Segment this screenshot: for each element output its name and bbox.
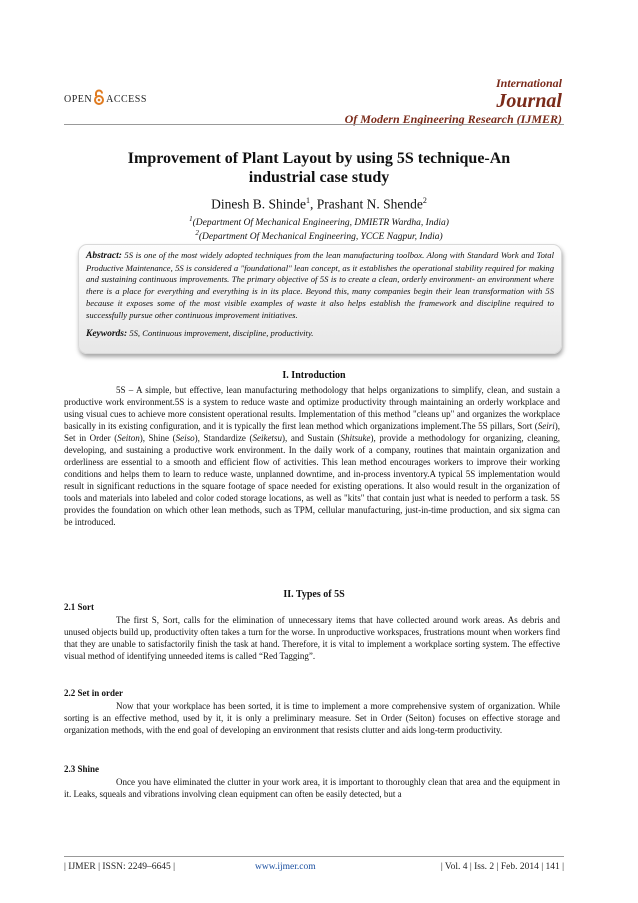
footer-website-link[interactable]: www.ijmer.com	[255, 862, 316, 872]
abstract-box	[78, 244, 562, 354]
journal-line-2: Journal	[496, 90, 562, 112]
paper-title: Improvement of Plant Layout by using 5S technique-An industrial case study	[127, 150, 511, 186]
author-name: Dinesh B. Shinde	[211, 196, 307, 212]
subsection-heading-sort: 2.1 Sort	[64, 602, 94, 612]
journal-name	[345, 76, 562, 126]
section-heading-introduction: I. Introduction	[282, 370, 346, 381]
keywords: Keywords: 5S, Continuous improvement, discipline, productivity.	[86, 328, 314, 340]
section-heading-types: II. Types of 5S	[283, 589, 345, 600]
footer-volume-page: | Vol. 4 | Iss. 2 | Feb. 2014 | 141 |	[440, 862, 564, 872]
subsection-heading-set-in-order: 2.2 Set in order	[64, 688, 123, 698]
shine-paragraph: Once you have eliminated the clutter in your work area, it is important to thoroughly clean that area and the equipment in it. Leaks, squeals and vibrations involving clean equipment can often be easily detected, but a	[64, 777, 560, 799]
page-header	[0, 0, 638, 130]
sort-paragraph: The first S, Sort, calls for the elimination of unnecessary items that have collected around work areas. As debris and unused objects build up, productivity often takes a turn for the worse. In unproductive workspaces, frustrations mount when workers find that they are unable to satisfactorily finish the task at hand. Therefore, it is vital to implement a workplace sorting system. The effective visual method of identifying unneeded items is called “Red Tagging”.	[64, 615, 560, 661]
set-in-order-paragraph: Now that your workplace has been sorted, it is time to implement a more comprehensive system of organization. While sorting is an effective method, used by it, it is only a preliminary measure. Set in Order (Seiton) focuses on effective storage and organization methods, with the end goal of developing an environment that resists clutter and aids long-term productivity.	[64, 701, 560, 735]
author-list: Dinesh B. Shinde$^1$, Prashant N. Shende$^2$	[211, 196, 427, 212]
open-access-lock-icon	[93, 89, 105, 105]
header-rule	[64, 124, 564, 125]
abstract-text: Abstract: 5S is one of the most widely adopted techniques from the lean manufacturing toolbox. Along with Standard Work and Total Productive Maintenance, 5S is considered a "foundational" lean concept, as it establishes the operational stability required for making and sustaining continuous improvements. The primary objective of 5S is to create a clean, orderly environment- an environment where there is a place for everything and everything is in its place. Beyond this, many companies begin their lean transformation with 5S because it exposes some of the most visible examples of waste it also helps establish the framework and discipline required to successfully pursue other continuous improvement initiatives.	[86, 250, 554, 320]
journal-line-3: Of Modern Engineering Research (IJMER)	[344, 112, 562, 126]
introduction-paragraph: 5S – A simple, but effective, lean manufacturing methodology that helps organizations to simplify, clean, and sustain a productive work environment.5S is a system to reduce waste and optimize productivity through maintaining an orderly workplace and using visual cues to achieve more consistent operational results. Implementation of this method "cleans up" and organizes the workplace basically in its existing configuration, and it is typically the first lean method which organizations implement.The 5S pillars, Sort (Seiri), Set in Order (Seiton), Shine (Seiso), Standardize (Seiketsu), and Sustain (Shitsuke), provide a methodology for organizing, cleaning, developing, and sustaining a productive work environment. In the daily work of a company, routines that maintain organization and orderliness are essential to a smooth and efficient flow of activities. This lean method encourages workers to improve their working conditions and helps them to learn to reduce waste, unplanned downtime, and in-process inventory.A typical 5S implementation would result in significant reductions in the square footage of space needed for existing operations. It also would result in the organization of tools and materials into labeled and color coded storage locations, as well as "kits" that contain just what is needed to perform a task. 5S provides the foundation on which other lean methods, such as TPM, cellular manufacturing, just-in-time production, and six sigma can be introduced.	[64, 385, 560, 527]
affiliation: $^2$(Department Of Mechanical Engineering, YCCE Nagpur, India)	[195, 229, 443, 243]
open-access-logo: OPEN ACCESS	[64, 89, 147, 105]
journal-line-1: International	[495, 76, 562, 90]
affiliation: $^1$(Department Of Mechanical Engineering, DMIETR Wardha, India)	[189, 215, 449, 229]
footer-rule	[64, 856, 564, 857]
subsection-heading-shine: 2.3 Shine	[64, 764, 100, 774]
footer-issn: | IJMER | ISSN: 2249–6645 |	[64, 862, 176, 872]
author-name: Prashant N. Shende	[316, 196, 423, 212]
